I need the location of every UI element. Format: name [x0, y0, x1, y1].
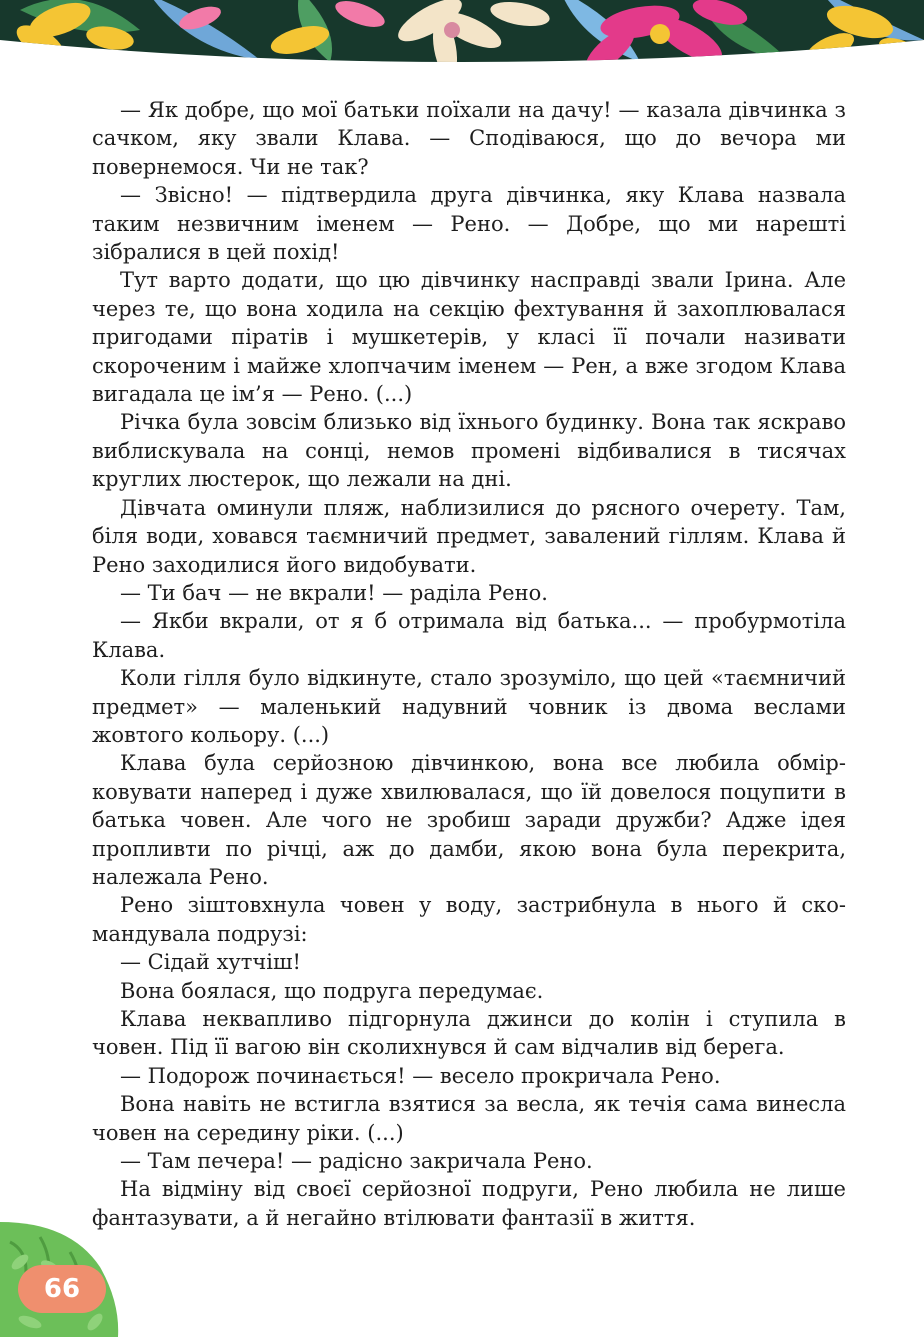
- paragraph: — Там печера! — радісно закричала Рено.: [120, 1149, 593, 1174]
- paragraph: Коли гілля було відкинуте, стало зрозуміло, що цей «таємничий предмет» — маленький надувний човник із двома веслами жовтого кольору. (...): [92, 666, 846, 747]
- paragraph: Вона навіть не встигла взятися за весла, як течія сама винесла човен на середину ріки. (...): [92, 1092, 846, 1145]
- paragraph: Рено зіштовхнула човен у воду, застрибнула в нього й скомандувала подрузі:: [92, 893, 846, 946]
- story-text: [92, 96, 846, 1232]
- paragraph: — Подорож починається! — весело прокричала Рено.: [120, 1063, 721, 1088]
- paragraph: Річка була зовсім близько від їхнього будинку. Вона так яскраво виблискувала на сонці, немов промені відбивалися в тисячах круглих люстерок, що лежали на дні.: [92, 410, 846, 492]
- paragraph: Клава неквапливо підгорнула джинси до колін і ступила в човен. Під її вагою він сколихнувся й сам відчалив від берега.: [92, 1007, 846, 1060]
- paragraph: Тут варто додати, що цю дівчинку насправді звали Ірина. Але через те, що вона ходила на секцію фехтування й захоплювалася пригодами піратів і мушкетерів, у класі її почали називати скороченим і майже хлопчачим іменем — Рен, а вже згодом Клава вигадала це ім’я — Рено. (...): [92, 268, 846, 407]
- paragraph: — Сідай хутчіш!: [120, 950, 301, 975]
- paragraph: — Якби вкрали, от я б отримала від батька... — пробурмотіла Клава.: [92, 609, 846, 662]
- paragraph: — Звісно! — підтвердила друга дівчинка, яку Клава назвала таким незвичним іменем — Рено. — Добре, що ми нарешті зібралися в цей похід!: [92, 183, 846, 265]
- paragraph: — Ти бач — не вкрали! — раділа Рено.: [120, 580, 548, 605]
- paragraph: Вона боялася, що подруга передумає.: [120, 978, 544, 1003]
- paragraph: Дівчата оминули пляж, наблизилися до рясного очерету. Там, біля води, ховався таємничий предмет, завалений гіллям. Клава й Рено заходилися його видобувати.: [92, 495, 846, 577]
- paragraph: На відміну від своєї серйозної подруги, Рено любила не лише фантазувати, а й негайно втілювати фантазії в життя.: [92, 1177, 846, 1230]
- flower-banner: [0, 0, 924, 62]
- paragraph: — Як добре, що мої батьки поїхали на дачу! — казала дівчинка з сачком, яку звали Клава. — Сподіваюся, що до вечора ми повернемося. Чи не так?: [92, 98, 846, 179]
- paragraph: Клава була серйозною дівчинкою, вона все любила обмірковувати наперед і дуже хвилювалася, що їй довелося поцупити в батька човен. Але чого не зробиш заради дружби? Адже ідея пропливти по річці, аж до дамби, якою вона була перекрита, належала Рено.: [92, 751, 846, 889]
- page-number: 66: [18, 1265, 106, 1313]
